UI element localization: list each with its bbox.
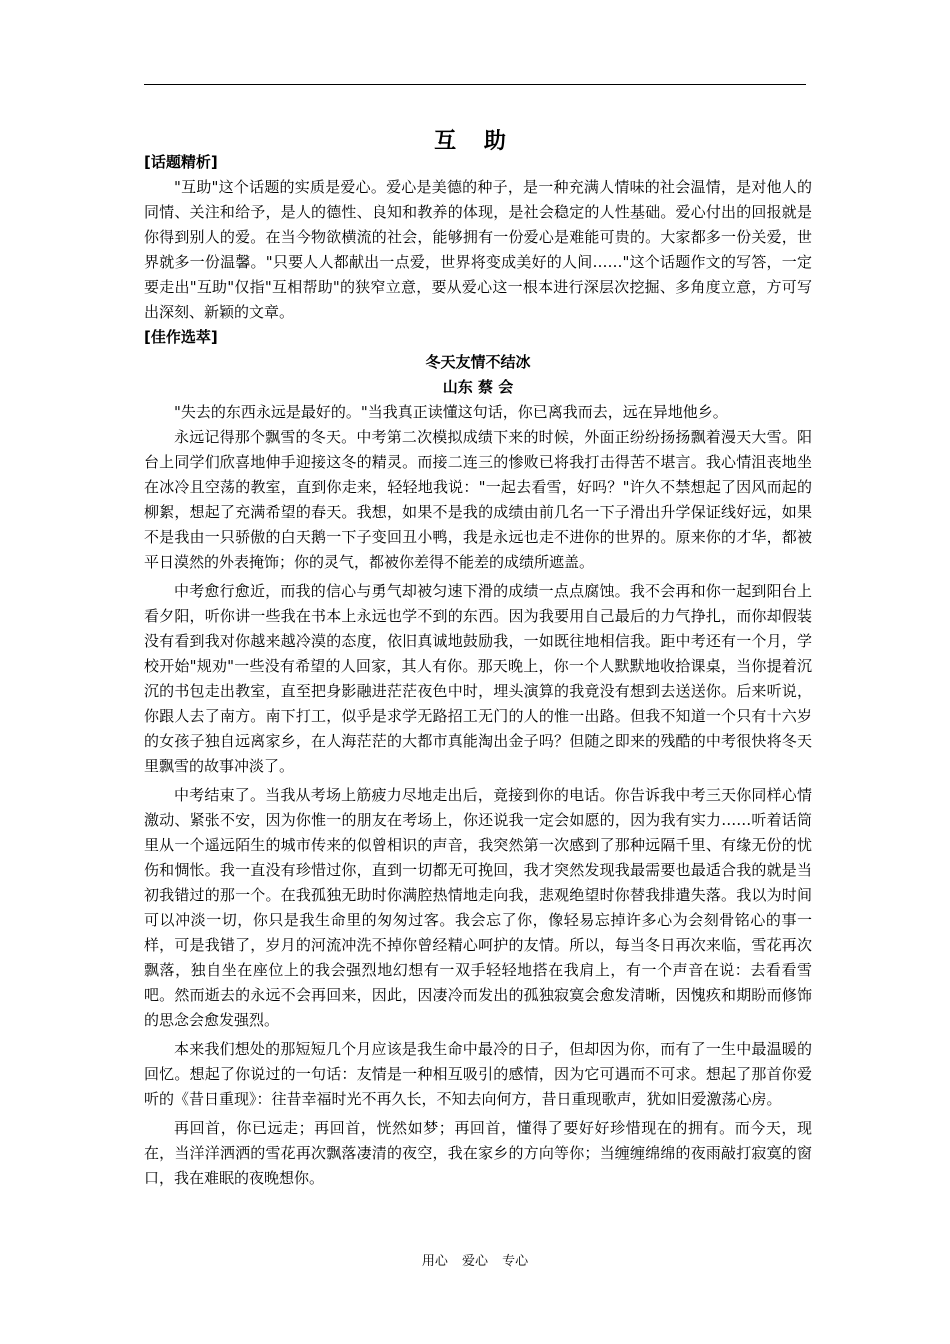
essay-paragraph: "失去的东西永远是最好的。"当我真正读懂这句话，你已离我而去，远在异地他乡。 [174,403,728,421]
essay-title: 冬天友情不结冰 [425,353,531,371]
analysis-paragraph: "互助"这个话题的实质是爱心。爱心是美德的种子，是一种充满人情味的社会温情，是对他人的同情、关注和给予，是人的德性、良知和教养的体现，是社会稳定的人性基础。爱心付出的回报就是你得到别人的爱。在当今物欲横流的社会，能够拥有一份爱心是难能可贵的。大家都多一份关爱，世界就多一份温馨。"只要人人都献出一点爱，世界将变成美好的人间……"这个话题作文的写答，一定要走出"互助"仅指"互相帮助"的狭窄立意，要从爱心这一根本进行深层次挖掘、多角度立意，方可写出深刻、新颖的文章。 [144,178,812,321]
essay-paragraph: 中考结束了。当我从考场上筋疲力尽地走出后，竟接到你的电话。你告诉我中考三天你同样心情激动、紧张不安，因为你惟一的朋友在考场上，你还说我一定会如愿的，因为我有实力……听着话筒里从一个遥远陌生的城市传来的似曾相识的声音，我突然第一次感到了那种远隔千里、有缘无份的忧伤和惆怅。我一直没有珍惜过你，直到一切都无可挽回，我才突然发现我最需要也最适合我的就是当初我错过的那一个。在我孤独无助时你满腔热情地走向我，悲观绝望时你替我排遣失落。我以为时间可以冲淡一切，你只是我生命里的匆匆过客。我会忘了你，像轻易忘掉许多心为会刻骨铭心的事一样，可是我错了，岁月的河流冲洗不掉你曾经精心呵护的友情。所以，每当冬日再次来临，雪花再次飘落，独自坐在座位上的我会强烈地幻想有一双手轻轻地搭在我肩上，有一个声音在说：去看看雪吧。然而逝去的永远不会再回来，因此，因凄冷而发出的孤独寂寞会愈发清晰，因愧疚和期盼而修饰的思念会愈发强烈。 [144,786,812,1029]
page-title: 互 助 [434,129,516,154]
essay-paragraph: 中考愈行愈近，而我的信心与勇气却被匀速下滑的成绩一点点腐蚀。我不会再和你一起到阳台上看夕阳，听你讲一些我在书本上永远也学不到的东西。因为我要用自己最后的力气挣扎，而你却假装没有看到我对你越来越冷漠的态度，依旧真诚地鼓励我，一如既往地相信我。距中考还有一个月，学校开始"规劝"一些没有希望的人回家，其人有你。那天晚上，你一个人默默地收拾课桌，当你提着沉沉的书包走出教室，直至把身影融进茫茫夜色中时，埋头演算的我竟没有想到去送送你。后来听说，你跟人去了南方。南下打工，似乎是求学无路招工无门的人的惟一出路。但我不知道一个只有十六岁的女孩子独自远离家乡，在人海茫茫的大都市真能淘出金子吗？但随之即来的残酷的中考很快将冬天里飘雪的故事冲淡了。 [144,582,812,775]
essay-author: 山东 蔡 会 [442,378,514,396]
examples-heading: [佳作选萃] [144,328,218,346]
document-body [144,150,812,1191]
analysis-heading: [话题精析] [144,153,218,171]
essay-paragraph: 再回首，你已远走；再回首，恍然如梦；再回首，懂得了要好好珍惜现在的拥有。而今天，现在，当洋洋洒洒的雪花再次飘落凄清的夜空，我在家乡的方向等你；当缠缠绵绵的夜雨敲打寂寞的窗口，我在难眠的夜晚想你。 [144,1119,812,1187]
header-rule [144,84,806,85]
essay-paragraph: 本来我们想处的那短短几个月应该是我生命中最冷的日子，但却因为你，而有了一生中最温暖的回忆。想起了你说过的一句话：友情是一种相互吸引的感情，因为它可遇而不可求。想起了那首你爱听的《昔日重现》：往昔幸福时光不再久长，不知去向何方，昔日重现歌声，犹如旧爱激荡心房。 [144,1040,812,1108]
essay-paragraph: 永远记得那个飘雪的冬天。中考第二次模拟成绩下来的时候，外面正纷纷扬扬飘着漫天大雪。阳台上同学们欣喜地伸手迎接这冬的精灵。而接二连三的惨败已将我打击得苦不堪言。我心情沮丧地坐在冰冷且空荡的教室，直到你走来，轻轻地我说："一起去看雪，好吗？"许久不禁想起了因风而起的柳絮，想起了充满希望的春天。我想，如果不是我的成绩由前几名一下子滑出升学保证线好远，如果不是我由一只骄傲的白天鹅一下子变回丑小鸭，我是永远也走不进你的世界的。原来你的才华，都被平日漠然的外表掩饰；你的灵气，都被你差得不能差的成绩所遮盖。 [144,428,812,571]
page-footer: 用心 爱心 专心 [421,1254,529,1269]
